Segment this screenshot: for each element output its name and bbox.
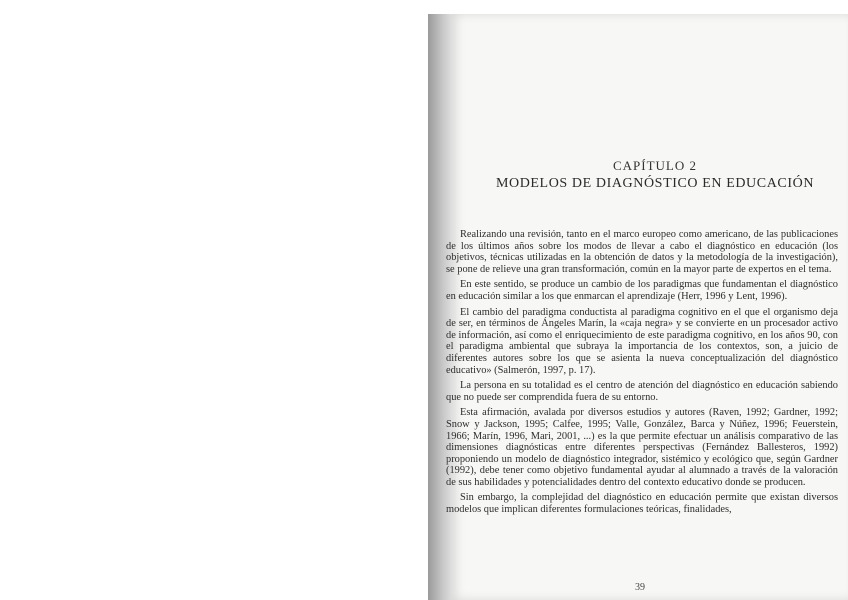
chapter-body [446,229,838,520]
chapter-title: MODELOS DE DIAGNÓSTICO EN EDUCACIÓN [495,176,815,191]
paragraph: En este sentido, se produce un cambio de los paradigmas que fundamentan el diagnóstico en educación similar a los que enmarcan el aprendizaje (Herr, 1996 y Lent, 1996). [446,279,838,302]
paragraph: La persona en su totalidad es el centro de atención del diagnóstico en educación sabiendo que no puede ser comprendida fuera de su entorno. [446,380,838,403]
paragraph: Sin embargo, la complejidad del diagnóstico en educación permite que existan diversos modelos que implican diferentes formulaciones teóricas, finalidades, [446,492,838,516]
paragraph: Esta afirmación, avalada por diversos estudios y autores (Raven, 1992; Gardner, 1992; Snow y Jackson, 1995; Calfee, 1995; Valle, González, Barca y Núñez, 1996; Feuerstein, 1966; Marín, 1996, Mari, 2001, ...) es la que permite efectuar un análisis comparativo de las dimensiones diagnósticas entre diferentes perspectivas (Fernández Ballesteros, 1992) proponiendo un modelo de diagnóstico integrador, sistémico y ecológico que, según Gardner (1992), debe tener como objetivo fundamental ayudar al alumnado a través de la valoración de sus habilidades y potencialidades dentro del contexto educativo donde se producen. [446,407,838,488]
chapter-label: CAPÍTULO 2 [612,158,698,173]
paragraph: El cambio del paradigma conductista al paradigma cognitivo en el que el organismo deja de ser, en términos de Ángeles Marín, la «caja negra» y se convierte en un procesador activo de información, así como el enriquecimiento de este paradigma cognitivo, en los años 90, con el paradigma ambiental que subraya la importancia de los contextos, son, a juicio de diferentes autores sobre los que se asienta la nueva conceptualización del diagnóstico educativo» (Salmerón, 1997, p. 17). [446,306,838,376]
paragraph: Realizando una revisión, tanto en el marco europeo como americano, de las publicaciones de los últimos años sobre los modos de llevar a cabo el diagnóstico en educación (los objetivos, técnicas utilizadas en la obtención de datos y la metodología de la investigación), se pone de relieve una gran transformación, común en la mayor parte de expertos en el tema. [446,229,838,275]
page-number: 39 [635,582,645,593]
